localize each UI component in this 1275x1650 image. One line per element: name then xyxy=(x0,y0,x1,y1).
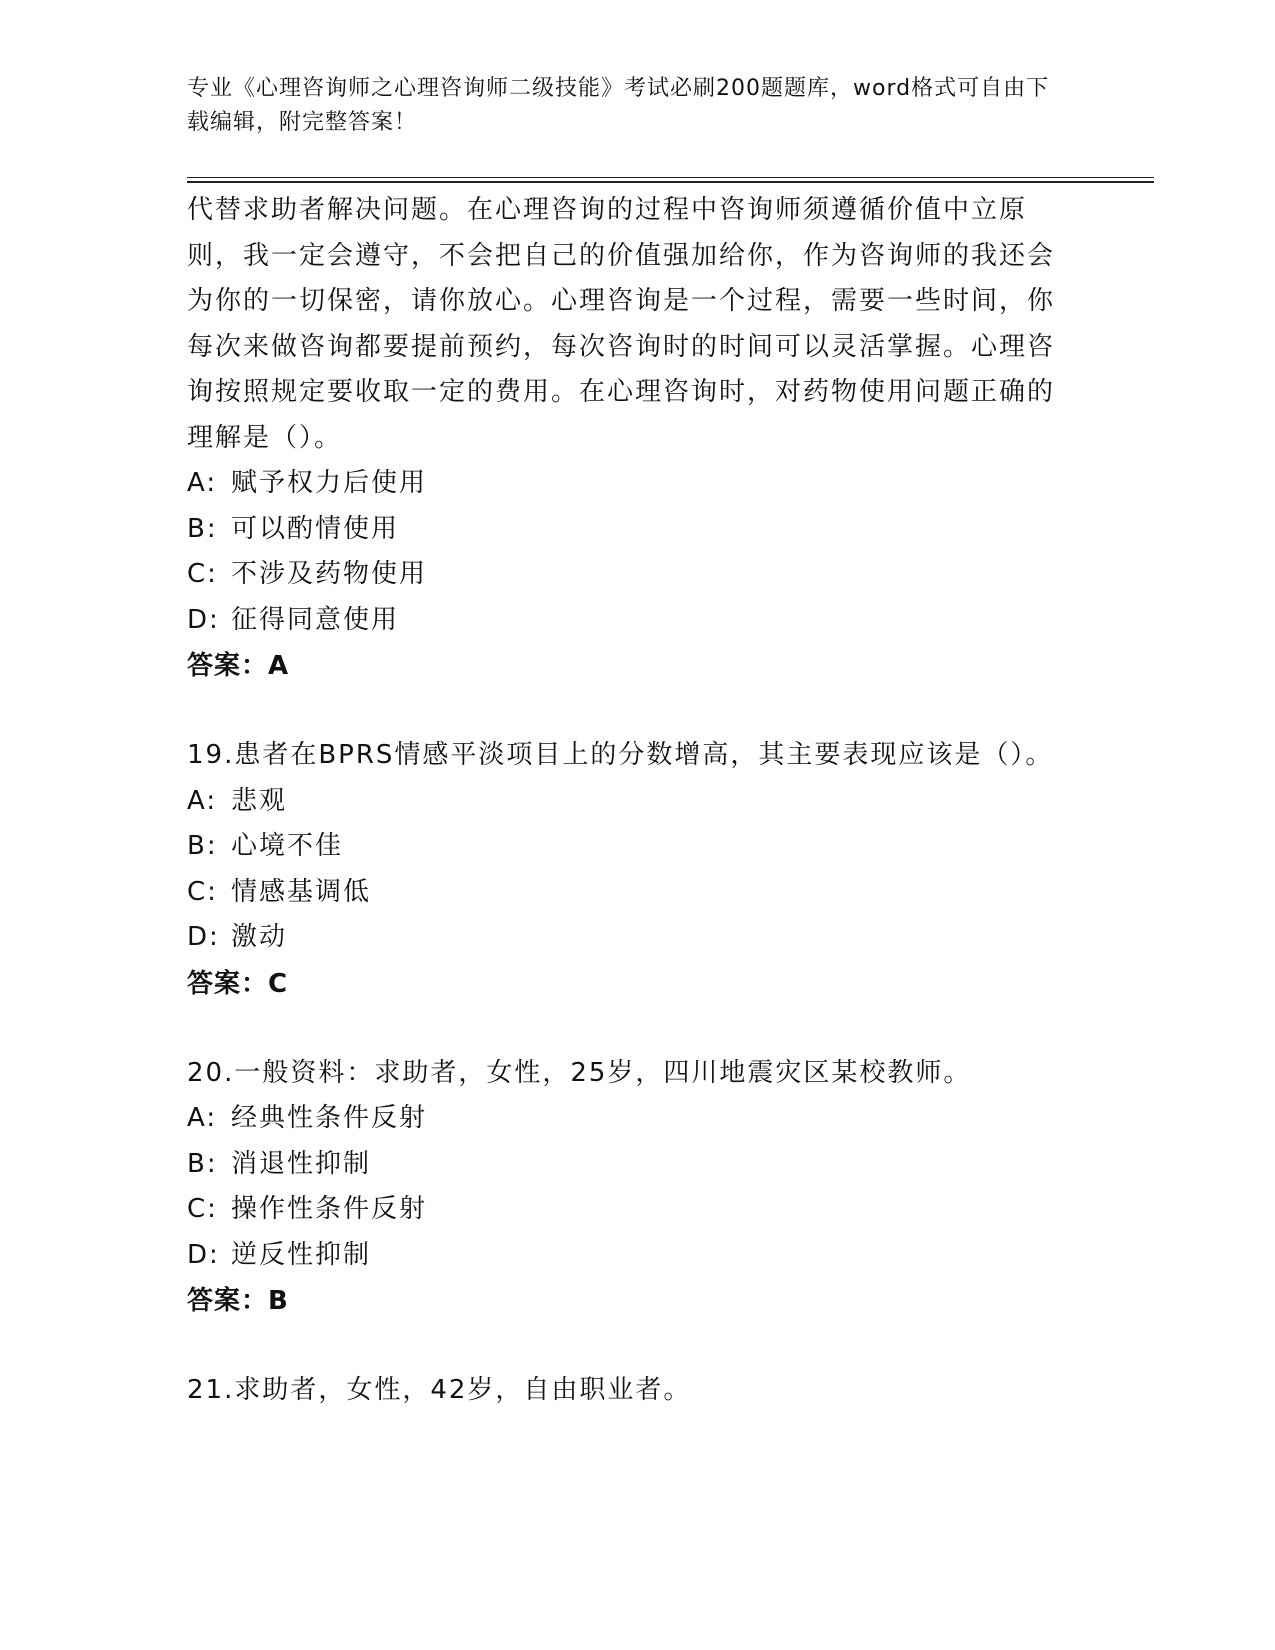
answer-line: 答案：A xyxy=(187,651,290,681)
question-19 xyxy=(187,733,1067,1007)
option-d xyxy=(187,915,1067,961)
option-text: 消退性抑制 xyxy=(231,1148,372,1179)
option-c xyxy=(187,1187,1067,1233)
option-letter: D: xyxy=(187,604,220,635)
option-text: 激动 xyxy=(231,922,288,952)
header-divider-thick xyxy=(187,181,1154,183)
option-d xyxy=(187,1233,1067,1279)
option-letter: B: xyxy=(187,513,218,544)
option-a xyxy=(187,461,1067,507)
option-letter: B: xyxy=(187,831,218,861)
option-letter: A: xyxy=(187,1103,218,1133)
question-stem: 20.一般资料：求助者，女性，25岁，四川地震灾区某校教师。 xyxy=(187,1057,972,1088)
option-letter: C: xyxy=(187,876,218,907)
option-d xyxy=(187,598,1067,644)
spacer xyxy=(187,1007,1067,1051)
option-text: 不涉及药物使用 xyxy=(231,559,428,589)
answer-line: 答案：C xyxy=(187,968,289,999)
option-letter: D: xyxy=(187,922,220,952)
option-c xyxy=(187,552,1067,598)
question-18-continued xyxy=(187,188,1067,689)
option-letter: C: xyxy=(187,1194,218,1224)
option-letter: A: xyxy=(187,468,218,498)
option-text: 操作性条件反射 xyxy=(231,1194,428,1224)
option-text: 可以酌情使用 xyxy=(231,513,400,544)
option-c xyxy=(187,870,1067,916)
question-stem: 21.求助者，女性，42岁，自由职业者。 xyxy=(187,1375,692,1405)
question-21 xyxy=(187,1368,1067,1414)
option-text: 赋予权力后使用 xyxy=(231,468,428,498)
spacer xyxy=(187,1324,1067,1368)
question-20 xyxy=(187,1051,1067,1325)
option-a xyxy=(187,1096,1067,1142)
answer-line: 答案：B xyxy=(187,1286,289,1316)
option-b xyxy=(187,1142,1067,1188)
option-text: 悲观 xyxy=(231,785,288,816)
document-body xyxy=(187,188,1067,1414)
option-letter: C: xyxy=(187,559,218,589)
option-text: 经典性条件反射 xyxy=(231,1103,428,1133)
option-a xyxy=(187,779,1067,825)
header-title: 专业《心理咨询师之心理咨询师二级技能》考试必刷200题题库，word格式可自由下载编辑，附完整答案！ xyxy=(187,76,1050,135)
question-stem: 代替求助者解决问题。在心理咨询的过程中咨询师须遵循价值中立原则，我一定会遵守，不会把自己的价值强加给你，作为咨询师的我还会为你的一切保密，请你放心。心理咨询是一个过程，需要一些时间，你每次来做咨询都要提前预约，每次咨询时的时间可以灵活掌握。心理咨询按照规定要收取一定的费用。在心理咨询时，对药物使用问题正确的理解是（）。 xyxy=(187,195,1056,453)
option-text: 征得同意使用 xyxy=(231,604,400,635)
header-divider-thin xyxy=(187,177,1154,178)
spacer xyxy=(187,689,1067,733)
question-stem: 19.患者在BPRS情感平淡项目上的分数增高，其主要表现应该是（）。 xyxy=(187,740,1054,770)
option-text: 心境不佳 xyxy=(231,831,344,861)
document-header xyxy=(187,72,1067,140)
option-text: 情感基调低 xyxy=(231,876,372,907)
option-letter: B: xyxy=(187,1148,218,1179)
option-text: 逆反性抑制 xyxy=(231,1239,372,1270)
option-b xyxy=(187,507,1067,553)
option-letter: A: xyxy=(187,785,218,816)
option-b xyxy=(187,824,1067,870)
option-letter: D: xyxy=(187,1239,220,1270)
